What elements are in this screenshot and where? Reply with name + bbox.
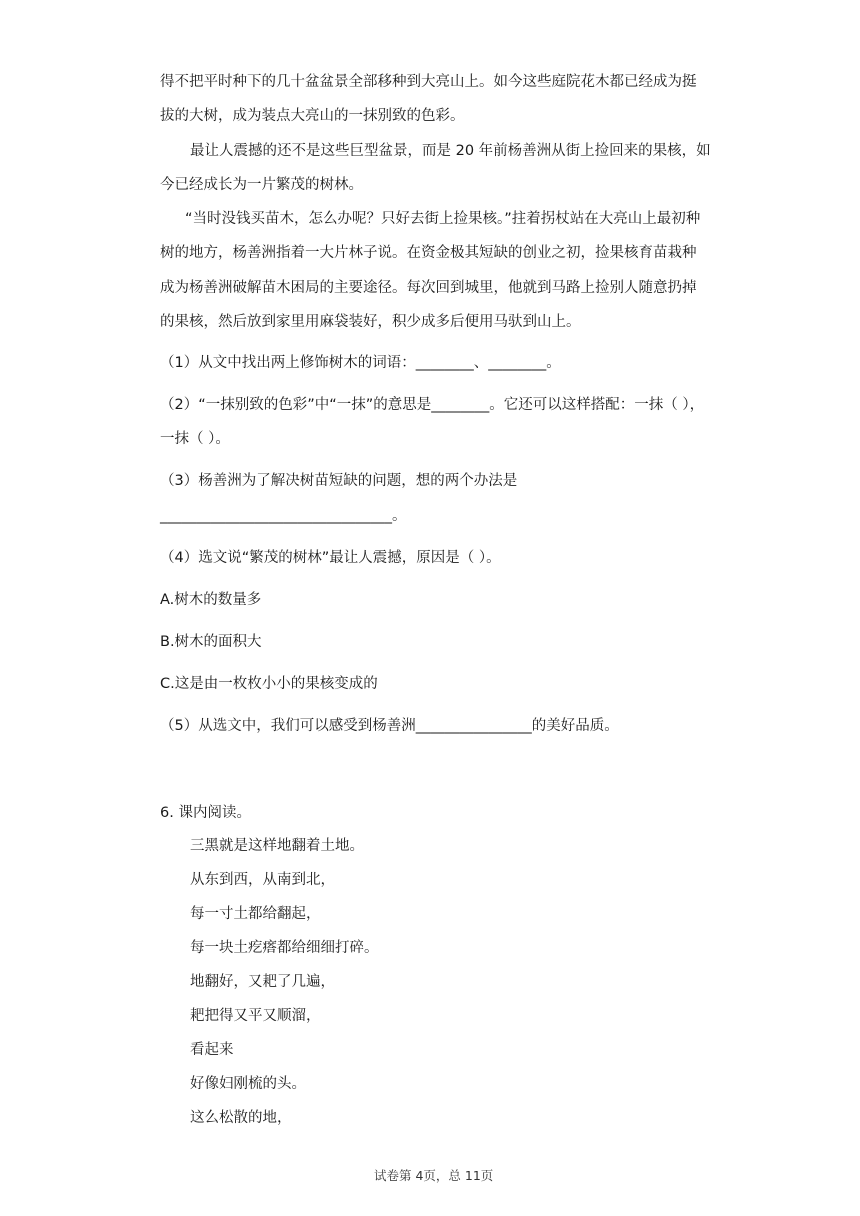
question-4-option-a: A.树木的数量多: [160, 592, 262, 608]
question-5: （5）从选文中，我们可以感受到杨善洲________________的美好品质。: [160, 718, 619, 734]
question-4-option-c: C.这是由一枚枚小小的果核变成的: [160, 676, 378, 692]
page-footer: 试卷第 4页，总 11页: [374, 1168, 494, 1183]
question-2: （2）“一抹别致的色彩”中“一抹”的意思是________。它还可以这样搭配：一抹（ ），: [160, 397, 705, 413]
poem-line: 看起来: [190, 1042, 234, 1058]
passage-line: 的果核，然后放到家里用麻袋装好，积少成多后便用马驮到山上。: [160, 314, 581, 330]
question-2-continued: 一抹（ ）。: [160, 431, 230, 447]
section-heading: 6. 课内阅读。: [160, 805, 251, 821]
passage-line: 拔的大树，成为装点大亮山的一抹别致的色彩。: [160, 108, 465, 124]
poem-line: 这么松散的地，: [190, 1110, 292, 1126]
passage-line: 树的地方，杨善洲指着一大片林子说。在资金极其短缺的创业之初，捡果核育苗栽种: [160, 245, 697, 261]
poem-line: 从东到西，从南到北，: [190, 872, 335, 888]
passage-line: 最让人震撼的还不是这些巨型盆景，而是 20 年前杨善洲从街上捡回来的果核，如: [190, 143, 711, 159]
question-4: （4）选文说“繁茂的树林”最让人震撼，原因是（ ）。: [160, 550, 501, 566]
question-3: （3）杨善洲为了解决树苗短缺的问题，想的两个办法是: [160, 473, 518, 489]
poem-line: 三黑就是这样地翻着土地。: [190, 838, 364, 854]
question-1: （1）从文中找出两上修饰树木的词语：________、________。: [160, 355, 561, 371]
poem-line: 每一寸土都给翻起，: [190, 906, 321, 922]
passage-line: 今已经成长为一片繁茂的树林。: [160, 177, 363, 193]
question-4-option-b: B.树木的面积大: [160, 634, 262, 650]
poem-line: 每一块土疙瘩都给细细打碎。: [190, 940, 379, 956]
passage-line: 成为杨善洲破解苗木困局的主要途径。每次回到城里，他就到马路上捡别人随意扔掉: [160, 280, 697, 296]
poem-line: 耙把得又平又顺溜，: [190, 1008, 321, 1024]
passage-line: 得不把平时种下的几十盆盆景全部移种到大亮山上。如今这些庭院花木都已经成为挺: [160, 74, 697, 90]
question-3-answer-blank: ________________________________。: [160, 508, 407, 524]
passage-line: “当时没钱买苗木，怎么办呢？只好去街上捡果核。”拄着拐杖站在大亮山上最初种: [185, 211, 701, 227]
poem-line: 地翻好，又耙了几遍，: [190, 974, 335, 990]
poem-line: 好像妇刚梳的头。: [190, 1076, 306, 1092]
